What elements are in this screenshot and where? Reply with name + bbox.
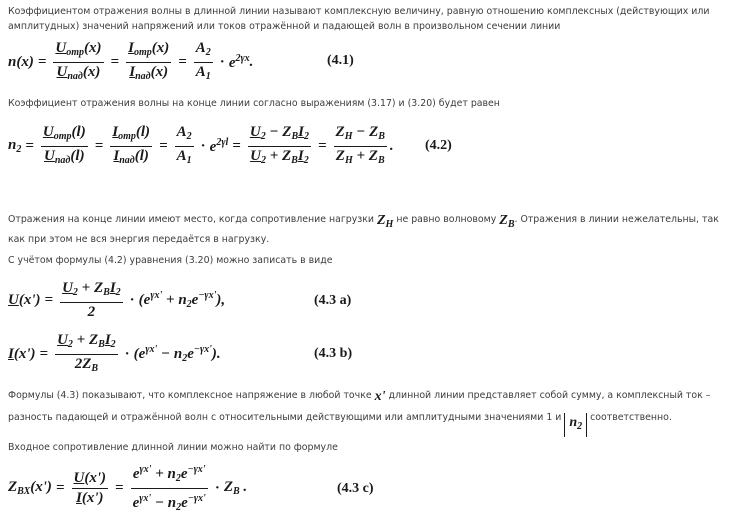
equation-number-4-2: (4.2): [425, 138, 452, 153]
p3-text-a: Отражения на конце линии имеют место, когда сопротивление нагрузки: [8, 214, 374, 225]
p5-text-c: соответственно.: [590, 412, 672, 423]
p5-text-b: длинной линии представляет собой сумму, а комплексный ток – разность падающей и отражённой волн с относительными действующими или амплитудными значениями 1 и: [8, 390, 711, 423]
equation-number-4-3c: (4.3 c): [337, 481, 374, 496]
symbol-abs-n2: $n_2$: [564, 413, 587, 437]
symbol-z-wave: $Z_В$: [499, 213, 515, 230]
paragraph-reflection-coefficient-definition: Коэффициентом отражения волны в длинной линии называют комплексную величину, равную отношению комплексных (действующих или амплитудных) значений напряжений или токов отражённой и падающей волн в произвольном сечении линии: [8, 6, 710, 32]
equation-4-3b: I(x') = $\frac{U_2 + Z_ВI_2}{2Z_В}$ · $(e^{\gamma x'} - n_2e^{-\gamma x'})$.: [8, 331, 221, 374]
paragraph-voltage-current-sum: [8, 385, 730, 437]
equation-4-3c: $Z_{ВХ}(x')$ = $\frac{U(x')}{I(x')}$ = $\frac{e^{\gamma x'} + n_2e^{-\gamma x'}}{e^{\gamma x'} - n_2e^{-\gamma x'}}$ · $Z_В$ .: [8, 466, 247, 510]
paragraph-load-mismatch: [8, 212, 730, 247]
symbol-z-load: $Z_Н$: [376, 213, 394, 230]
p5-text-a: Формулы (4.3) показывают, что комплексное напряжение в любой точке: [8, 390, 372, 401]
equation-4-1: n(x) = $\frac{U_{отр}(x)}{U_{пад}(x)}$ = $\frac{I_{отр}(x)}{I_{пад}(x)}$ = $\frac{A_2}{A_1}$ · $e^{2\gamma x}$ .: [8, 39, 254, 82]
paragraph-rewrite-equations: С учётом формулы (4.2) уравнения (3.20) можно записать в виде: [8, 255, 333, 266]
equation-4-3a: U(x') = $\frac{U_2 + Z_ВI_2}{2}$ · $(e^{\gamma x'} + n_2e^{-\gamma x'})$,: [8, 279, 226, 320]
equation-number-4-3b: (4.3 b): [314, 346, 353, 361]
paragraph-input-impedance: Входное сопротивление длинной линии можно найти по формуле: [8, 442, 338, 453]
paragraph-end-reflection: Коэффициент отражения волны на конце линии согласно выражениям (3.17) и (3.20) будет равен: [8, 98, 500, 109]
equation-number-4-1: (4.1): [327, 53, 354, 68]
symbol-x-prime: x': [374, 389, 386, 404]
equation-number-4-3a: (4.3 a): [314, 293, 352, 308]
p3-text-b: не равно волновому: [396, 214, 497, 225]
equation-4-2: $n_2$ = $\frac{U_{отр}(l)}{U_{пад}(l)}$ = $\frac{I_{отр}(l)}{I_{пад}(l)}$ = $\frac{A_2}{A_1}$ · $e^{2\gamma l}$ = $\frac{U_2 - Z_ВI_2}{U_2 + Z_ВI_2}$ = $\frac{Z_Н - Z_В}{Z_Н + Z_В}$ .: [8, 123, 394, 166]
p3-text-c: . Отражения в линии нежелательны, так как при этом не вся энергия передаётся в нагрузку.: [8, 214, 719, 245]
